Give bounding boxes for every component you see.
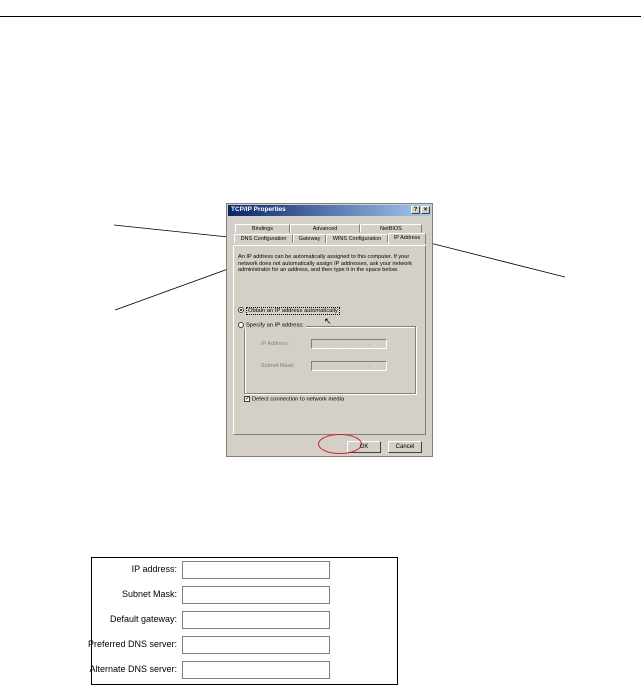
ip-address-label: IP Address: (261, 341, 290, 347)
tab-ip-address[interactable]: IP Address (388, 233, 426, 244)
specify-ip-groupbox (244, 326, 416, 394)
ip-address-form-label: IP address: (131, 564, 177, 574)
tcpip-properties-dialog (226, 203, 433, 457)
ip-address-panel (233, 245, 426, 435)
alternate-dns-form-label: Alternate DNS server: (89, 664, 177, 674)
radio-selected-icon (238, 307, 244, 313)
checkmark-icon: ✓ (245, 396, 251, 402)
radio-specify-label: Specify an IP address: (246, 322, 304, 329)
tab-gateway[interactable]: Gateway (293, 234, 326, 243)
preferred-dns-form-label: Preferred DNS server: (87, 639, 177, 649)
radio-specify-ip[interactable] (238, 322, 306, 329)
form-row-default-gateway (92, 608, 397, 632)
ip-address-input[interactable] (182, 561, 330, 579)
form-row-preferred-dns (87, 633, 397, 657)
tab-advanced[interactable]: Advanced (290, 224, 360, 233)
form-row-subnet-mask (92, 583, 397, 607)
form-row-ip-address (92, 558, 397, 582)
alternate-dns-input[interactable] (182, 661, 330, 679)
close-button[interactable]: × (421, 206, 430, 214)
cancel-button[interactable]: Cancel (388, 441, 422, 453)
titlebar (228, 205, 431, 216)
tab-bindings[interactable]: Bindings (235, 224, 290, 233)
mouse-cursor-icon: ↖ (324, 316, 332, 326)
tab-wins-configuration[interactable]: WINS Configuration (326, 234, 388, 243)
ip-settings-form (87, 557, 398, 685)
default-gateway-input[interactable] (182, 611, 330, 629)
default-gateway-form-label: Default gateway: (109, 614, 177, 624)
form-row-alternate-dns (89, 658, 397, 682)
description-text: An IP address can be automatically assigned to this computer. If your network does not automatically assign IP addresses, ask your network administrator for an address, and then type it in the space below. (238, 254, 413, 273)
subnet-mask-form-label: Subnet Mask: (121, 589, 177, 599)
ip-address-field[interactable]: . . . (311, 339, 387, 349)
ok-highlight-circle (318, 434, 362, 454)
radio-auto-label: Obtain an IP address automatically (248, 307, 338, 314)
preferred-dns-input[interactable] (182, 636, 330, 654)
detect-media-label: Detect connection to network media (252, 396, 345, 403)
detect-media-checkbox[interactable] (244, 396, 344, 403)
dialog-title: TCP/IP Properties (231, 206, 286, 213)
help-button[interactable]: ? (411, 206, 420, 214)
ok-button[interactable]: OK (347, 441, 381, 453)
tab-netbios[interactable]: NetBIOS (360, 224, 422, 233)
subnet-mask-input[interactable] (182, 586, 330, 604)
radio-unselected-icon (238, 322, 244, 328)
radio-obtain-automatically[interactable] (238, 307, 340, 314)
subnet-mask-label: Subnet Mask: (261, 363, 295, 369)
subnet-mask-field[interactable]: . . . (311, 361, 387, 371)
tab-dns-configuration[interactable]: DNS Configuration (234, 234, 293, 243)
callout-line-ip-address (418, 240, 565, 277)
